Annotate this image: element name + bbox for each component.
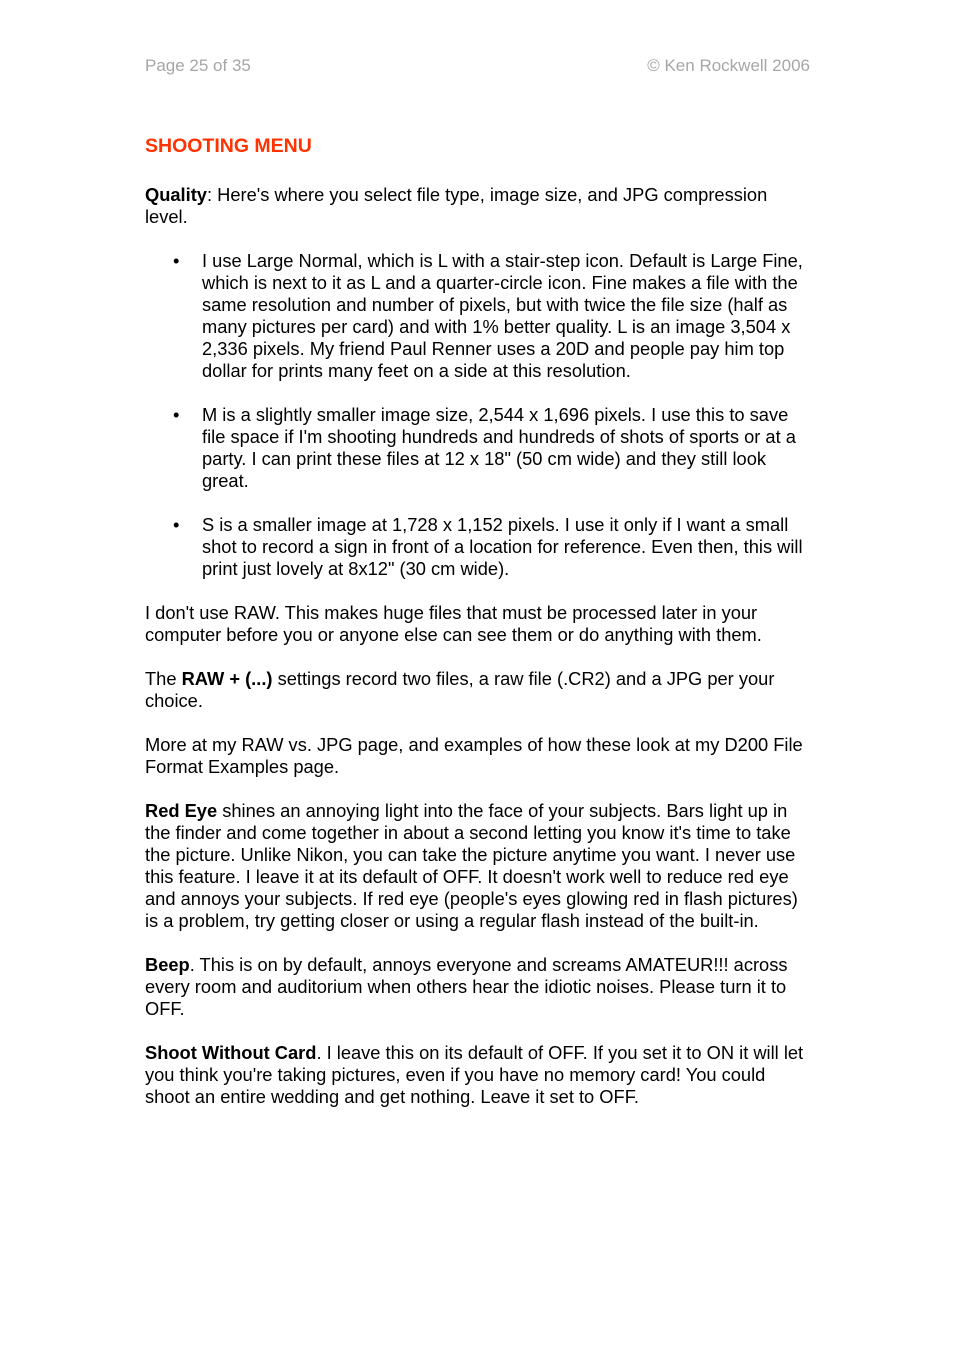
beep-term: Beep [145,954,190,975]
shoot-without-card-text: . I leave this on its default of OFF. If you set it to ON it will let you think you're taking pictures, even if you have no memory card! You could shoot an entire wedding and get nothing. Leave it set to OFF. [145,1042,804,1107]
list-item-text: M is a slightly smaller image size, 2,544 x 1,696 pixels. I use this to save file space if I'm shooting hundreds and hundreds of shots of sports or at a party. I can print these files at 12 x 18" (50 cm wide) and they still look great. [202,404,796,491]
list-item-medium [173,404,810,492]
bullet-icon: • [173,514,180,535]
quality-text: : Here's where you select file type, image size, and JPG compression level. [145,184,768,227]
list-item-text: I use Large Normal, which is L with a stair-step icon. Default is Large Fine, which is next to it as L and a quarter-circle icon. Fine makes a file with the same resolution and number of pixels, but with twice the file size (half as many pictures per card) and with 1% better quality. L is an image 3,504 x 2,336 pixels. My friend Paul Renner uses a 20D and people pay him top dollar for prints many feet on a side at this resolution. [202,250,803,381]
quality-bullet-list [145,250,810,580]
beep-paragraph [145,954,810,1020]
page-number: Page 25 of 35 [145,56,251,75]
list-item-large [173,250,810,382]
shoot-without-card-paragraph [145,1042,810,1108]
page-content [145,133,810,1130]
raw-plus-paragraph [145,668,810,712]
shoot-without-card-term: Shoot Without Card [145,1042,317,1063]
more-paragraph: More at my RAW vs. JPG page, and examples of how these look at my D200 File Format Examples page. [145,734,803,777]
list-item-text: S is a smaller image at 1,728 x 1,152 pixels. I use it only if I want a small shot to record a sign in front of a location for reference. Even then, this will print just lovely at 8x12" (30 cm wide). [202,514,803,579]
bullet-icon: • [173,404,180,425]
red-eye-text: shines an annoying light into the face of your subjects. Bars light up in the finder and come together in about a second letting you know it's time to take the picture. Unlike Nikon, you can take the picture anytime you want. I never use this feature. I leave it at its default of OFF. It doesn't work well to reduce red eye and annoys your subjects. If red eye (people's eyes glowing red in flash pictures) is a problem, try getting closer or using a regular flash instead of the built-in. [145,800,798,931]
page-header [145,56,810,76]
raw-plus-text: settings record two files, a raw file (.CR2) and a JPG per your choice. [145,668,775,711]
bullet-icon: • [173,250,180,271]
beep-text: . This is on by default, annoys everyone and screams AMATEUR!!! across every room and auditorium when others hear the idiotic noises. Please turn it to OFF. [145,954,788,1019]
raw-plus-prefix: The [145,668,182,689]
section-title: SHOOTING MENU [145,135,312,157]
quality-term: Quality [145,184,207,205]
list-item-small [173,514,810,580]
quality-paragraph [145,184,810,228]
raw-note-paragraph: I don't use RAW. This makes huge files that must be processed later in your computer before you or anyone else can see them or do anything with them. [145,602,762,645]
red-eye-paragraph [145,800,810,932]
copyright-notice: © Ken Rockwell 2006 [647,56,810,75]
red-eye-term: Red Eye [145,800,218,821]
raw-plus-term: RAW + (...) [181,668,273,689]
